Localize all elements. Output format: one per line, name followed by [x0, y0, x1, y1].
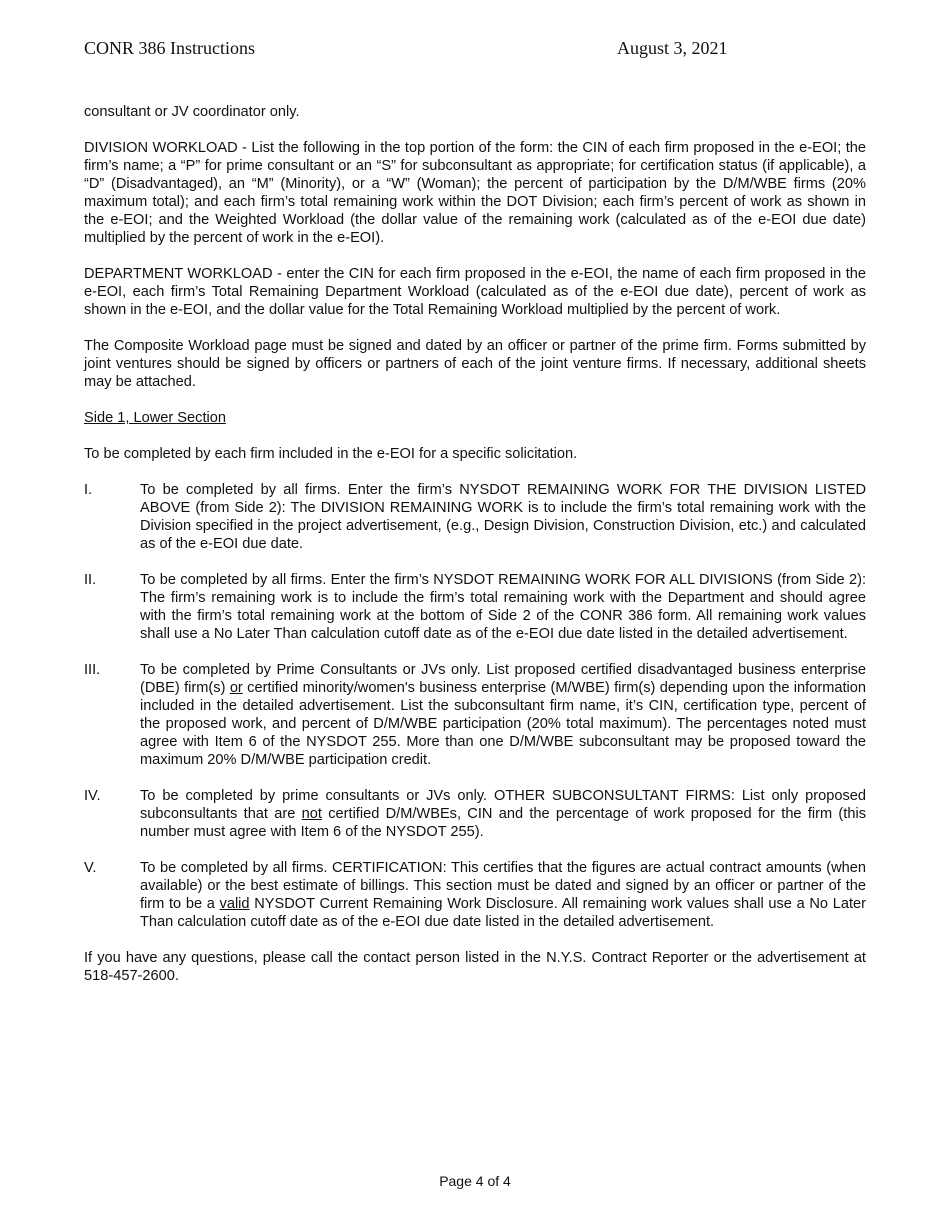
department-workload-paragraph: DEPARTMENT WORKLOAD - enter the CIN for each firm proposed in the e-EOI, the name of each firm proposed in the e-EOI, each firm’s Total Remaining Department Workload (calculated as of the e-EOI due date), percent of work as shown in the e-EOI, and the dollar value for the Total Remaining Workload multiplied by the percent of work.	[84, 266, 866, 318]
item-text	[140, 661, 866, 769]
page-number: Page 4 of 4	[439, 1173, 511, 1189]
item-text	[140, 787, 866, 841]
item-text: To be completed by all firms. Enter the firm’s NYSDOT REMAINING WORK FOR THE DIVISION LISTED ABOVE (from Side 2): The DIVISION REMAINING WORK is to include the firm’s total remaining work with the Division specified in the project advertisement, (e.g., Design Division, Construction Division, etc.) and calculated as of the e-EOI due date.	[140, 482, 866, 552]
list-item	[84, 661, 866, 769]
document-body	[84, 103, 866, 1003]
item-number: II.	[84, 572, 97, 588]
item-text-part: To be completed by prime consultants or JVs only. OTHER SUBCONSULTANT FIRMS: List only proposed subconsultants that are	[140, 788, 866, 822]
list-item	[84, 481, 866, 553]
document-date: August 3, 2021	[617, 38, 728, 58]
underlined-word: or	[229, 680, 243, 696]
list-item	[84, 859, 866, 931]
item-number: V.	[84, 860, 97, 876]
item-text-part: To be completed by Prime Consultants or JVs only. List proposed certified disadvantaged business enterprise (DBE) firm(s)	[140, 662, 866, 696]
item-text	[140, 859, 866, 931]
closing-paragraph: If you have any questions, please call the contact person listed in the N.Y.S. Contract Reporter or the advertisement at 518-457-2600.	[84, 950, 866, 984]
underlined-word: valid	[219, 896, 250, 912]
section-heading: Side 1, Lower Section	[84, 410, 226, 426]
item-text-part: certified minority/women's business enterprise (M/WBE) firm(s) depending upon the information included in the detailed advertisement. List the subconsultant firm name, it’s CIN, certification type, percent of the proposed work, and percent of D/M/WBE participation (20% total maximum). The percentages noted must agree with Item 6 of the NYSDOT 255. More than one D/M/WBE subconsultant may be proposed toward the maximum 20% D/M/WBE participation credit.	[140, 680, 867, 768]
page-header	[84, 38, 866, 62]
list-item	[84, 787, 866, 841]
intro-paragraph: consultant or JV coordinator only.	[84, 104, 300, 120]
item-text: To be completed by all firms. Enter the firm’s NYSDOT REMAINING WORK FOR ALL DIVISIONS (from Side 2): The firm’s remaining work is to include the firm’s total remaining work with the Department and should agree with the firm’s total remaining work at the bottom of Side 2 of the CONR 386 form. All remaining work values shall use a No Later Than calculation cutoff date as of the e-EOI due date listed in the detailed advertisement.	[140, 572, 866, 642]
list-item	[84, 571, 866, 643]
composite-workload-paragraph: The Composite Workload page must be signed and dated by an officer or partner of the prime firm. Forms submitted by joint ventures should be signed by officers or partners of each of the joint venture firms. If necessary, additional sheets may be attached.	[84, 338, 866, 390]
item-number: III.	[84, 662, 101, 678]
underlined-word: not	[301, 806, 322, 822]
document-title: CONR 386 Instructions	[84, 38, 255, 58]
section-intro-paragraph: To be completed by each firm included in the e-EOI for a specific solicitation.	[84, 446, 578, 462]
item-text-part: NYSDOT Current Remaining Work Disclosure. All remaining work values shall use a No Later Than calculation cutoff date as of the e-EOI due date listed in the detailed advertisement.	[140, 896, 866, 930]
item-number: I.	[84, 482, 93, 498]
division-workload-paragraph: DIVISION WORKLOAD - List the following in the top portion of the form: the CIN of each firm proposed in the e-EOI; the firm’s name; a “P” for prime consultant or an “S” for subconsultant as appropriate; for certification status (if applicable), a “D” (Disadvantaged), an “M” (Minority), or a “W” (Woman); the percent of participation by the D/M/WBE firms (20% maximum total); and each firm’s total remaining work within the DOT Division; each firm’s percent of work as shown in the e-EOI; and the Weighted Workload (the dollar value of the remaining work (calculated as of the e-EOI due date) multiplied by the percent of work in the e-EOI).	[84, 140, 866, 246]
item-text-part: To be completed by all firms. CERTIFICATION: This certifies that the figures are actual contract amounts (when available) or the best estimate of billings. This section must be dated and signed by an officer or partner of the firm to be a	[140, 860, 866, 912]
item-number: IV.	[84, 788, 101, 804]
item-text-part: certified D/M/WBEs, CIN and the percentage of work proposed for the firm (this number must agree with Item 6 of the NYSDOT 255).	[140, 806, 867, 840]
